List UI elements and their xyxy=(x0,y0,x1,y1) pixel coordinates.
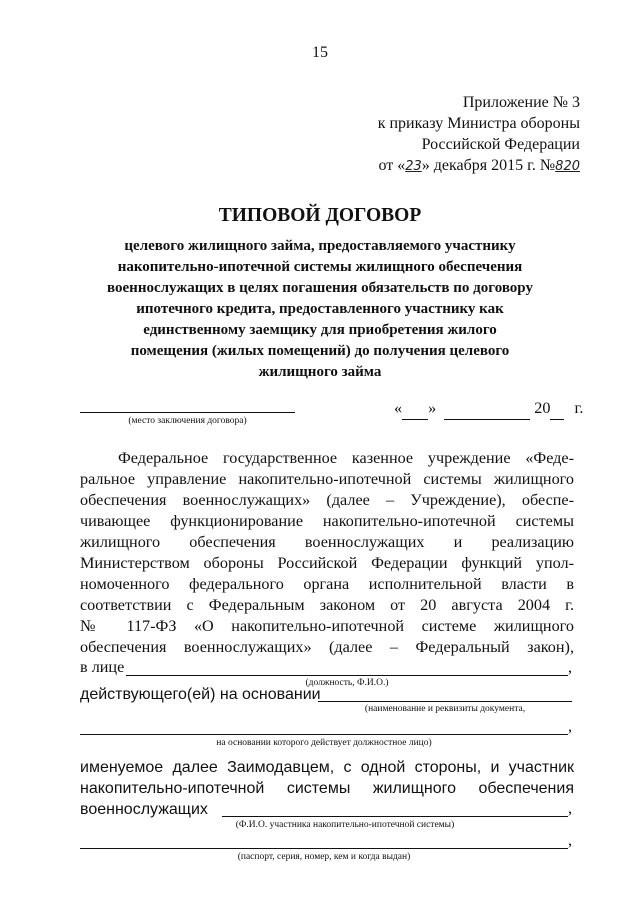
page-number: 15 xyxy=(312,44,328,61)
participant-name-line[interactable] xyxy=(222,816,568,817)
comma-2: , xyxy=(568,717,573,735)
basis-document-caption-2: на основании которого действует должностное лицо) xyxy=(216,738,432,748)
basis-document-line[interactable] xyxy=(318,701,572,702)
comma-3: , xyxy=(568,799,573,817)
annex-federation-line: Российской Федерации xyxy=(421,136,580,153)
year-blank[interactable] xyxy=(550,398,564,420)
basis-document-caption: (наименование и реквизиты документа, xyxy=(364,704,526,714)
servicemen-label: военнослужащих xyxy=(80,801,208,818)
annex-block xyxy=(300,92,580,177)
day-blank[interactable] xyxy=(402,398,428,420)
document-title: ТИПОВОЙ ДОГОВОР xyxy=(218,205,422,226)
participant-caption: (Ф.И.О. участника накопительно-ипотечной системы) xyxy=(235,820,455,830)
handwritten-order-number: 820 xyxy=(555,159,580,174)
annex-title: Приложение № 3 xyxy=(462,94,580,111)
acting-label: действующего(ей) на основании xyxy=(80,686,321,703)
passport-line[interactable] xyxy=(80,848,568,849)
handwritten-day: 23 xyxy=(405,159,422,174)
annex-order-line: к приказу Министра обороны xyxy=(377,115,580,132)
intro-paragraph: Федеральное государственное казенное учреждение «Феде- ральное управление накопительно-ипотечной системы жилищного обеспечения военнослужащих» (далее – Учреждение), обеспе- чивающее функционирование накопительно-ипотечной системы жилищного обеспечения военнослужащих и реализацию Министерством обороны Российской Федерации функций упол- номоченного федерального органа исполнительной власти в соответствии с Федеральным законом от 20 августа 2004 г. № 117-ФЗ «О накопительно-ипотечной системе жилищного обеспечения военнослужащих» (далее – Федеральный закон), xyxy=(80,449,574,656)
document-subtitle: целевого жилищного займа, предоставляемого участнику накопительно-ипотечной системы жилищного обеспечения военнослужащих в целях погашения обязательств по договору ипотечного кредита, предоставленного участнику как единственному заемщику для приобретения жилого помещения (жилых помещений) до получения целевого жилищного займа xyxy=(107,238,533,380)
place-field-line[interactable] xyxy=(80,412,295,413)
in-person-label: в лице xyxy=(80,658,125,676)
comma-4: , xyxy=(568,831,573,849)
position-field-line[interactable] xyxy=(126,675,568,676)
place-caption: (место заключения договора) xyxy=(128,416,247,426)
comma: , xyxy=(568,658,573,676)
basis-document-line-2[interactable] xyxy=(80,734,568,735)
month-blank[interactable] xyxy=(444,398,530,420)
date-field: « » 20 г. xyxy=(394,398,583,420)
annex-date-line: от «23» декабря 2015 г. №820 xyxy=(378,157,580,174)
second-party-paragraph: именуемое далее Заимодавцем, с одной стороны, и участник накопительно-ипотечной системы жилищного обеспечения xyxy=(80,759,574,797)
passport-caption: (паспорт, серия, номер, кем и когда выдан) xyxy=(237,852,411,862)
position-caption: (должность, Ф.И.О.) xyxy=(305,678,389,688)
